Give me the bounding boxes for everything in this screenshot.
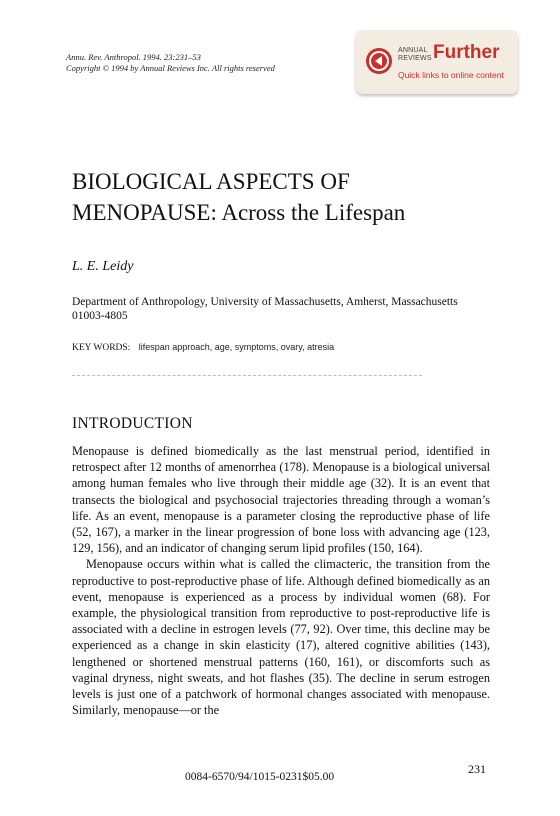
citation-line-1: Annu. Rev. Anthropol. 1994. 23:231–53: [66, 52, 201, 62]
annual-reviews-further-banner[interactable]: [356, 30, 518, 94]
keywords: [72, 342, 334, 353]
divider: [72, 375, 422, 376]
title-line-2: MENOPAUSE: Across the Lifespan: [72, 200, 406, 225]
article-title: [72, 166, 405, 228]
banner-reviews-label: REVIEWS: [398, 55, 432, 62]
citation-line-2: Copyright © 1994 by Annual Reviews Inc. All rights reserved: [66, 63, 275, 73]
author-affiliation: Department of Anthropology, University of Massachusetts, Amherst, Massachusetts 01003-4805: [72, 296, 458, 322]
banner-further-label: Further: [433, 42, 500, 63]
page-number: 231: [468, 762, 486, 776]
keywords-list: lifespan approach, age, symptoms, ovary, atresia: [138, 342, 335, 352]
article-code: 0084-6570/94/1015-0231$05.00: [185, 771, 335, 783]
arrow-left-circle-icon: [366, 48, 392, 74]
keywords-label: KEY WORDS:: [72, 343, 131, 353]
author-name: L. E. Leidy: [72, 259, 134, 274]
paragraph-2: Menopause occurs within what is called the climacteric, the transition from the reproductive to post-reproductive phase of life. Although defined biomedically as an event, menopause is experienced as a process by individual women (68). For example, the physiological transition from reproductive to post-reproductive life is associated with a decline in estrogen levels (77, 92). Over time, this decline may be experienced as a change in skin elasticity (17), altered cognitive abilities (143), lengthened or shortened menstrual patterns (160, 161), or discomforts such as vaginal dryness, night sweats, and hot flashes (35). The decline in serum estrogen levels is just one of a patchwork of hormonal changes associated with menopause. Similarly, menopause—or the: [72, 557, 490, 718]
title-line-1: BIOLOGICAL ASPECTS OF: [72, 169, 350, 194]
journal-citation: [66, 52, 275, 74]
body-text: [72, 443, 490, 718]
section-heading: INTRODUCTION: [72, 415, 193, 432]
paragraph-1: Menopause is defined biomedically as the last menstrual period, identified in retrospect after 12 months of amenorrhea (178). Menopause is a biological universal among human females who live through their middle age (32). It is an event that transects the biological and psychosocial trajectories threading through a woman’s life. As an event, menopause is a parameter closing the reproductive phase of life (52, 167), a marker in the linear progression of bone loss with advancing age (123, 129, 156), and an indicator of changing serum lipid profiles (150, 164).: [72, 444, 490, 556]
banner-annual-label: ANNUAL: [398, 47, 428, 54]
banner-quick-links-link[interactable]: Quick links to online content: [398, 70, 504, 80]
